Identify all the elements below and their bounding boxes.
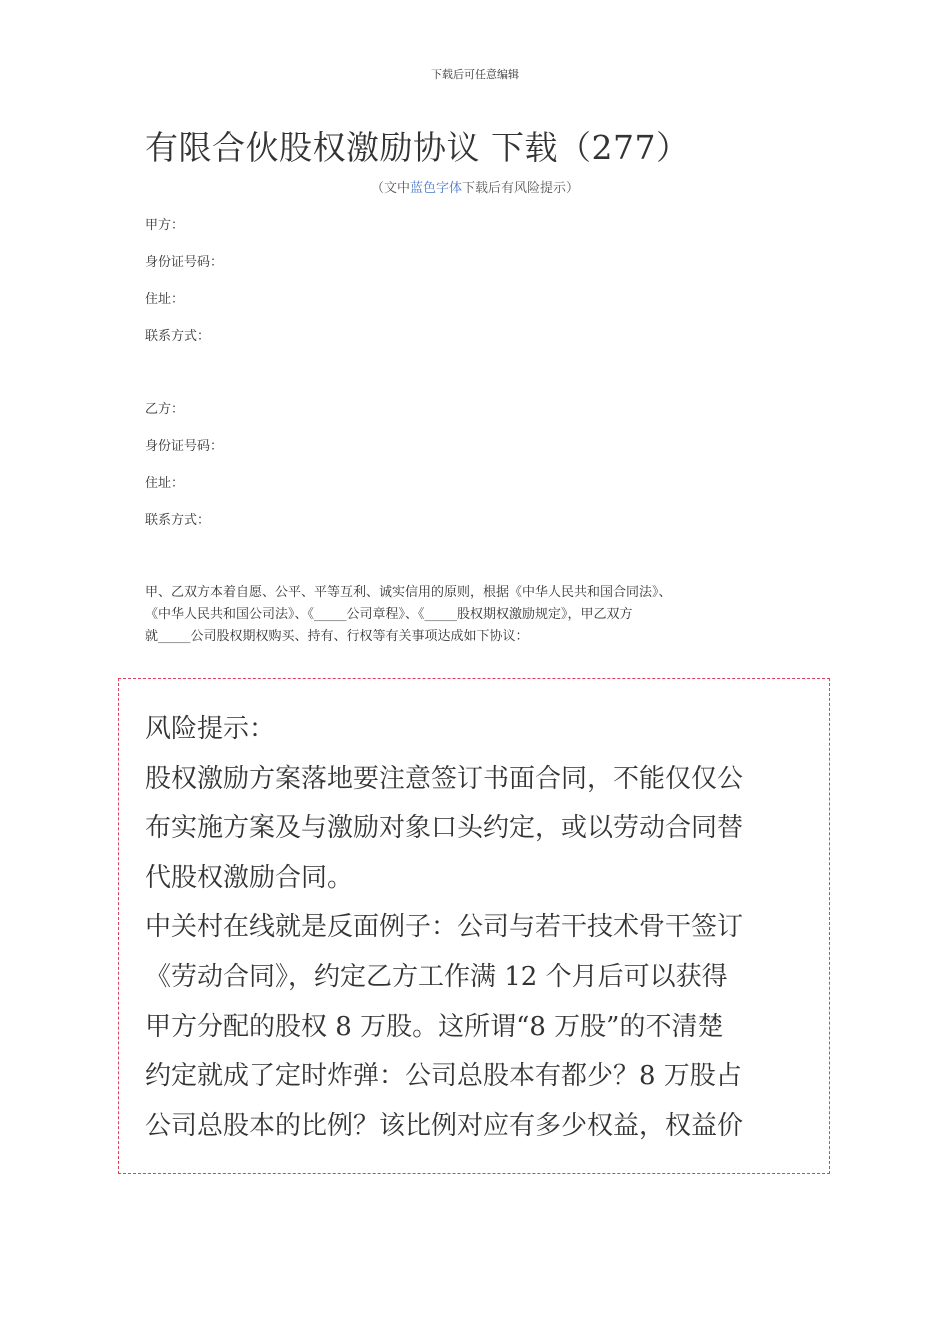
party-a-address-label: 住址： xyxy=(145,292,185,307)
party-b-id-label: 身份证号码： xyxy=(145,439,224,454)
risk-notice-line: 公司总股本的比例？该比例对应有多少权益，权益价 xyxy=(145,1110,744,1141)
risk-notice-line: 股权激励方案落地要注意签订书面合同，不能仅仅公 xyxy=(145,763,744,794)
risk-notice-line: 约定就成了定时炸弹：公司总股本有都少？8 万股占 xyxy=(145,1061,742,1092)
risk-notice-text xyxy=(145,705,815,1151)
preamble-line: 就_____公司股权期权购买、持有、行权等有关事项达成如下协议： xyxy=(145,629,529,644)
document-subtitle xyxy=(0,177,950,196)
party-a-id-label: 身份证号码： xyxy=(145,255,224,270)
document-title: 有限合伙股权激励协议 下载（277） xyxy=(145,128,690,167)
party-a-label: 甲方： xyxy=(145,218,185,233)
page-header-note: 下载后可任意编辑 xyxy=(431,68,519,81)
subtitle-prefix: （文中 xyxy=(370,181,410,196)
preamble-line: 甲、乙双方本着自愿、公平、平等互利、诚实信用的原则，根据《中华人民共和国合同法》、 xyxy=(145,585,672,600)
risk-notice-line: 《劳动合同》，约定乙方工作满 12 个月后可以获得 xyxy=(145,961,728,992)
preamble-paragraph xyxy=(145,582,810,648)
party-b-address-label: 住址： xyxy=(145,476,185,491)
subtitle-suffix: 下载后有风险提示） xyxy=(462,181,580,196)
risk-notice-line: 中关村在线就是反面例子：公司与若干技术骨干签订 xyxy=(145,912,744,943)
subtitle-blue-text: 蓝色字体 xyxy=(409,181,462,196)
risk-notice-line: 布实施方案及与激励对象口头约定，或以劳动合同替 xyxy=(145,813,744,844)
preamble-line: 《中华人民共和国公司法》、《_____公司章程》、《_____股权期权激励规定》，甲乙双方 xyxy=(145,607,633,622)
risk-notice-line: 甲方分配的股权 8 万股。这所谓“8 万股”的不清楚 xyxy=(145,1011,724,1042)
risk-notice-heading: 风险提示： xyxy=(145,714,276,744)
party-a-contact-label: 联系方式： xyxy=(145,329,211,344)
party-b-label: 乙方： xyxy=(145,402,185,417)
risk-notice-line: 代股权激励合同。 xyxy=(145,862,354,893)
party-b-contact-label: 联系方式： xyxy=(145,513,211,528)
